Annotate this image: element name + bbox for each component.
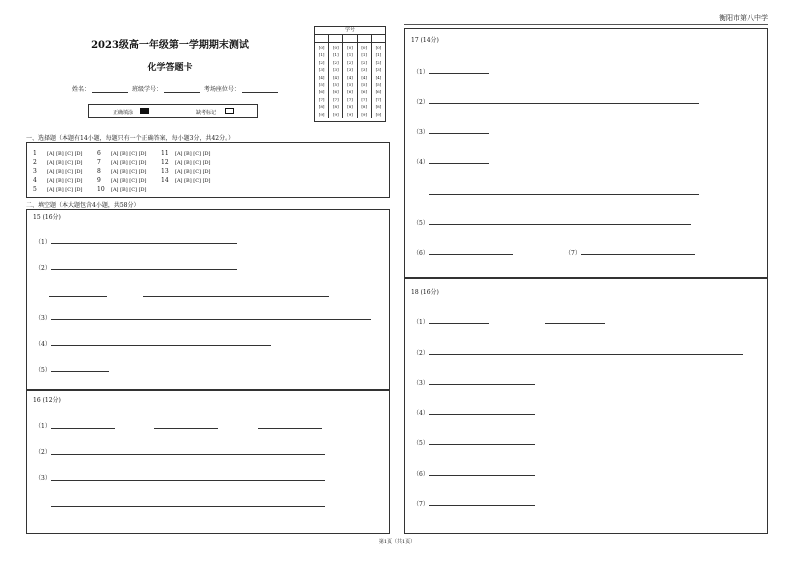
choice-column-1: [33, 149, 83, 194]
choice-row: [33, 158, 83, 167]
id-digit-bubble[interactable]: [0]: [347, 45, 353, 50]
q16-answer-line[interactable]: [154, 428, 218, 429]
id-digit-bubble[interactable]: [0]: [375, 45, 382, 50]
choice-question-number: 7: [97, 159, 101, 166]
correct-mark-label: 正确填涂: [113, 110, 134, 116]
choice-question-number: 3: [33, 168, 37, 175]
choice-option-bubbles[interactable]: [A] [B] [C] [D]: [175, 169, 211, 175]
q18-label-6: （6）: [413, 471, 429, 478]
q17-label-4: （4）: [413, 159, 429, 166]
q18-answer-line[interactable]: [429, 323, 489, 324]
id-digit-bubble[interactable]: [8]: [332, 104, 339, 110]
marking-example-box: [88, 104, 258, 118]
q15-label-1: （1）: [35, 239, 51, 246]
choice-row: [161, 167, 211, 176]
id-digit-bubble[interactable]: [8]: [361, 104, 368, 110]
choice-question-number: 8: [97, 168, 101, 175]
q15-answer-line[interactable]: [51, 243, 237, 244]
choice-row: [97, 158, 147, 167]
choice-option-bubbles[interactable]: [A] [B] [C] [D]: [111, 187, 147, 193]
choice-option-bubbles[interactable]: [A] [B] [C] [D]: [47, 178, 83, 184]
section2-heading: 二、填空题（本大题包含4小题，共58分）: [26, 202, 140, 209]
student-info-line: [72, 84, 280, 93]
id-digit-bubble[interactable]: [6]: [318, 89, 325, 95]
choice-option-bubbles[interactable]: [A] [B] [C] [D]: [47, 169, 83, 175]
card-subtitle: 化学答题卡: [147, 63, 193, 73]
choice-row: [33, 176, 83, 185]
seat-field[interactable]: [242, 87, 278, 93]
id-digit-bubble[interactable]: [6]: [361, 89, 368, 95]
choice-row: [33, 185, 83, 194]
choice-question-number: 6: [97, 150, 101, 157]
q18-panel: [404, 278, 768, 534]
choice-option-bubbles[interactable]: [A] [B] [C] [D]: [111, 178, 147, 184]
q17-label-2: （2）: [413, 99, 429, 106]
id-digit-bubble[interactable]: [6]: [332, 89, 339, 95]
name-label: 姓名：: [72, 86, 91, 93]
id-digit-column: [358, 43, 372, 118]
q16-label-1: （1）: [35, 423, 51, 430]
choice-option-bubbles[interactable]: [A] [B] [C] [D]: [47, 151, 83, 157]
q18-answer-line[interactable]: [429, 475, 535, 476]
id-digit-bubble[interactable]: [9]: [361, 111, 368, 117]
choice-row: [161, 149, 211, 158]
q15-answer-line[interactable]: [51, 345, 271, 346]
id-write-row: [315, 35, 385, 43]
q15-answer-line[interactable]: [51, 319, 371, 320]
choice-option-bubbles[interactable]: [A] [B] [C] [D]: [111, 160, 147, 166]
q17-panel: [404, 28, 768, 278]
q17-answer-line[interactable]: [429, 73, 489, 74]
choice-option-bubbles[interactable]: [A] [B] [C] [D]: [175, 151, 211, 157]
q15-answer-line[interactable]: [51, 269, 237, 270]
q18-answer-line[interactable]: [429, 384, 535, 385]
id-digit-bubble[interactable]: [8]: [347, 104, 353, 110]
id-digit-bubble[interactable]: [1]: [332, 52, 339, 58]
id-write-cell[interactable]: [329, 35, 343, 42]
q15-title: 15 (16分): [33, 214, 61, 221]
id-digit-bubble[interactable]: [3]: [375, 67, 382, 73]
q15-answer-line[interactable]: [49, 296, 107, 297]
choice-column-3: [161, 149, 211, 185]
id-digit-bubble[interactable]: [8]: [375, 104, 382, 110]
q15-label-3: （3）: [35, 315, 51, 322]
q16-answer-line[interactable]: [51, 506, 325, 507]
id-digit-bubble[interactable]: [2]: [375, 59, 382, 65]
q18-answer-line[interactable]: [429, 505, 535, 506]
id-digit-bubble[interactable]: [6]: [347, 89, 353, 95]
q15-answer-line[interactable]: [143, 296, 329, 297]
q18-answer-line[interactable]: [429, 444, 535, 445]
id-digit-bubble[interactable]: [7]: [347, 96, 353, 102]
q18-label-2: （2）: [413, 350, 429, 357]
id-digit-bubble[interactable]: [9]: [375, 111, 382, 117]
q17-label-6: （6）: [413, 250, 429, 257]
student-id-grid: [314, 26, 386, 122]
choice-column-2: [97, 149, 147, 194]
absent-mark-checkbox[interactable]: [225, 108, 234, 114]
id-digit-bubble[interactable]: [2]: [347, 59, 353, 65]
id-digit-bubble[interactable]: [2]: [332, 59, 339, 65]
q17-label-1: （1）: [413, 69, 429, 76]
class-field[interactable]: [164, 87, 200, 93]
id-digit-bubble[interactable]: [3]: [361, 67, 368, 73]
choice-option-bubbles[interactable]: [A] [B] [C] [D]: [111, 169, 147, 175]
id-digit-bubble[interactable]: [4]: [347, 74, 353, 80]
id-digit-column: [372, 43, 385, 118]
id-digit-column: [315, 43, 329, 118]
q16-title: 16 (12分): [33, 397, 61, 404]
q17-label-5: （5）: [413, 220, 429, 227]
id-digit-bubble[interactable]: [7]: [361, 96, 368, 102]
q18-title: 18 (16分): [411, 289, 439, 296]
id-write-cell[interactable]: [343, 35, 357, 42]
id-digit-bubble[interactable]: [5]: [361, 81, 368, 87]
id-digit-bubble[interactable]: [4]: [375, 74, 382, 80]
choice-row: [97, 185, 147, 194]
q17-title: 17 (14分): [411, 37, 439, 44]
id-digit-bubble[interactable]: [1]: [347, 52, 353, 58]
id-digit-bubble[interactable]: [5]: [318, 81, 325, 87]
id-digit-bubble[interactable]: [1]: [375, 52, 382, 58]
q15-label-5: （5）: [35, 367, 51, 374]
q17-answer-line[interactable]: [429, 103, 699, 104]
section1-heading: 一、选择题（本题有14小题，每题只有一个正确答案，每小题3分，共42分。）: [26, 135, 235, 142]
choice-question-number: 12: [161, 159, 169, 166]
page-footer: 第1页（共1页）: [378, 539, 416, 545]
id-write-cell[interactable]: [358, 35, 372, 42]
q17-answer-line[interactable]: [429, 224, 691, 225]
id-digit-bubble[interactable]: [1]: [318, 52, 325, 58]
id-write-cell[interactable]: [315, 35, 329, 42]
q16-answer-line[interactable]: [51, 480, 325, 481]
q16-answer-line[interactable]: [51, 454, 325, 455]
id-digit-bubble[interactable]: [6]: [375, 89, 382, 95]
exam-title: 2023级高一年级第一学期期末测试: [91, 40, 249, 51]
id-digit-bubble[interactable]: [4]: [332, 74, 339, 80]
id-digit-bubble[interactable]: [0]: [318, 45, 325, 50]
id-digit-column: [343, 43, 357, 118]
q18-answer-line[interactable]: [429, 414, 535, 415]
seat-label: 考场座位号：: [203, 86, 240, 93]
class-label: 班级学号：: [131, 86, 162, 93]
q18-label-1: （1）: [413, 319, 429, 326]
q18-label-3: （3）: [413, 380, 429, 387]
choice-row: [33, 149, 83, 158]
absent-mark-label: 缺考标记: [196, 110, 217, 116]
choice-row: [97, 149, 147, 158]
q16-label-3: （3）: [35, 475, 51, 482]
choice-question-number: 11: [161, 150, 169, 157]
q18-answer-line[interactable]: [429, 354, 743, 355]
id-grid-title: 学号: [315, 27, 385, 35]
id-digit-bubble[interactable]: [2]: [318, 59, 325, 65]
choice-answer-box: [26, 142, 390, 198]
id-digit-bubble[interactable]: [2]: [361, 59, 368, 65]
id-digit-bubble[interactable]: [3]: [347, 67, 353, 73]
q15-label-4: （4）: [35, 341, 51, 348]
q18-label-5: （5）: [413, 440, 429, 447]
choice-row: [97, 176, 147, 185]
id-digit-columns: [315, 43, 385, 118]
id-digit-bubble[interactable]: [8]: [318, 104, 325, 110]
q16-answer-line[interactable]: [258, 428, 322, 429]
q17-label-7: （7）: [565, 250, 581, 257]
id-digit-bubble[interactable]: [3]: [318, 67, 325, 73]
choice-question-number: 10: [97, 186, 105, 193]
q17-answer-line[interactable]: [429, 254, 513, 255]
q18-answer-line[interactable]: [545, 323, 605, 324]
q17-answer-line[interactable]: [581, 254, 695, 255]
id-write-cell[interactable]: [372, 35, 385, 42]
choice-question-number: 13: [161, 168, 169, 175]
q17-answer-line[interactable]: [429, 194, 699, 195]
id-digit-bubble[interactable]: [4]: [318, 74, 325, 80]
id-digit-bubble[interactable]: [1]: [361, 52, 368, 58]
filled-mark-sample: [140, 108, 149, 114]
id-digit-bubble[interactable]: [9]: [347, 111, 353, 117]
id-digit-bubble[interactable]: [7]: [318, 96, 325, 102]
q16-label-2: （2）: [35, 449, 51, 456]
q16-panel: [26, 390, 390, 534]
id-digit-bubble[interactable]: [9]: [332, 111, 339, 117]
q15-answer-line[interactable]: [51, 371, 109, 372]
id-digit-bubble[interactable]: [7]: [375, 96, 382, 102]
id-digit-bubble[interactable]: [0]: [332, 45, 339, 50]
choice-row: [161, 158, 211, 167]
id-digit-bubble[interactable]: [3]: [332, 67, 339, 73]
id-digit-bubble[interactable]: [5]: [332, 81, 339, 87]
id-digit-bubble[interactable]: [5]: [347, 81, 353, 87]
choice-row: [33, 167, 83, 176]
q18-label-4: （4）: [413, 410, 429, 417]
choice-option-bubbles[interactable]: [A] [B] [C] [D]: [175, 160, 211, 166]
id-digit-bubble[interactable]: [4]: [361, 74, 368, 80]
q15-label-2: （2）: [35, 265, 51, 272]
id-digit-bubble[interactable]: [0]: [361, 45, 368, 50]
choice-question-number: 2: [33, 159, 37, 166]
choice-question-number: 5: [33, 186, 37, 193]
header-rule: [404, 24, 768, 25]
choice-option-bubbles[interactable]: [A] [B] [C] [D]: [47, 187, 83, 193]
choice-option-bubbles[interactable]: [A] [B] [C] [D]: [47, 160, 83, 166]
choice-option-bubbles[interactable]: [A] [B] [C] [D]: [175, 178, 211, 184]
choice-row: [161, 176, 211, 185]
q17-label-3: （3）: [413, 129, 429, 136]
name-field[interactable]: [92, 87, 128, 93]
choice-question-number: 9: [97, 177, 101, 184]
q17-answer-line[interactable]: [429, 133, 489, 134]
choice-row: [97, 167, 147, 176]
q15-panel: [26, 209, 390, 390]
q18-label-7: （7）: [413, 501, 429, 508]
school-name: 衡阳市第八中学: [719, 14, 768, 22]
id-digit-bubble[interactable]: [5]: [375, 81, 382, 87]
choice-option-bubbles[interactable]: [A] [B] [C] [D]: [111, 151, 147, 157]
q17-answer-line[interactable]: [429, 163, 489, 164]
q16-answer-line[interactable]: [51, 428, 115, 429]
id-digit-bubble[interactable]: [9]: [318, 111, 325, 117]
choice-question-number: 4: [33, 177, 37, 184]
choice-question-number: 1: [33, 150, 37, 157]
id-digit-column: [329, 43, 343, 118]
choice-question-number: 14: [161, 177, 169, 184]
id-digit-bubble[interactable]: [7]: [332, 96, 339, 102]
